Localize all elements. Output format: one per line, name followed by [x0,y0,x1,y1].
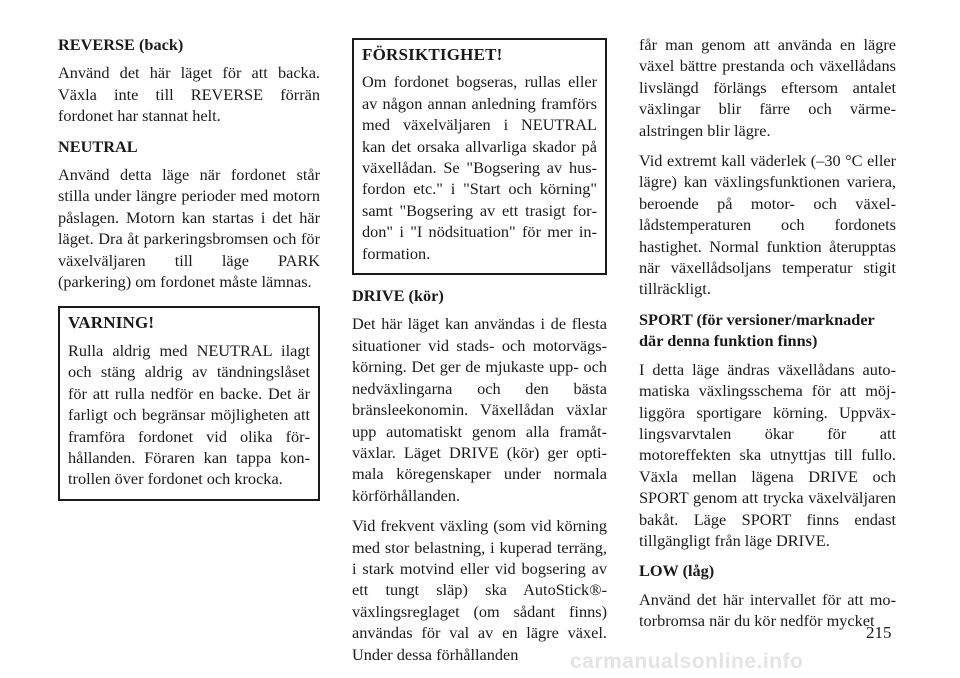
cold-weather-paragraph: Vid extremt kall väderlek (–30 °C eller lägre) kan växlingsfunktionen variera, beroende på motor- och växellådstemperaturen och fordonets hastighet. Normal funktion återupptas när växellådsoljans temperatur stigit tillräckligt. [639,151,896,299]
drive-heading: DRIVE (kör) [352,286,444,306]
reverse-paragraph: Använd det här läget för att backa. Växla inte till REVERSE förrän fordonet har stannat helt. [58,63,320,126]
low-paragraph: Använd det här intervallet för att motorbromsa när du kör nedför mycket [639,589,896,631]
drive-paragraph-2: Vid frekvent växling (som vid körning med stor belastning, i kuperad terräng, i stark motvind eller vid bogsering av ett tungt släp) ska AutoStick®-växlingsreglaget (om sådant finns) användas för val av en lägre växel. Under dessa förhållanden [352,516,607,664]
reverse-heading: REVERSE (back) [58,35,184,54]
column-middle [352,34,607,674]
warning-text: Rulla aldrig med NEUTRAL ilagt och stäng aldrig av tändningslåset för att rulla nedför en backe. Det är farligt och begränsar möjligheten att framföra fordonet vid olika förhållanden. Föraren kan tappa kontrollen över fordonet och krocka. [68,340,310,489]
column-left [58,34,320,501]
column-right [639,34,896,641]
warning-box [58,306,320,500]
caution-box [352,38,607,275]
page-number: 215 [866,623,892,642]
neutral-heading: NEUTRAL [58,136,138,156]
sport-heading: SPORT (för versioner/marknader där denna funktion finns) [639,309,875,351]
watermark: carmanualsonline.info [570,650,804,673]
drive-paragraph-1: Det här läget kan användas i de flesta situationer vid stads- och motorvägskörning. Det ger de mjukaste upp- och nedväxlingarna och den bästa bränsleekonomin. Växellådan växlar upp automatiskt genom alla framåtväxlar. Läget DRIVE (kör) ger optimala köregenskaper under normala körförhållanden. [352,314,607,505]
sport-paragraph: I detta läge ändras växellådans automatiska växlingsschema för att möjliggöra sportigare körning. Uppväxlingsvarvtalen ökar för att motoreffekten ska utnyttjas till fullo. Växla mellan lägena DRIVE och SPORT genom att trycka växelväljaren bakåt. Läge SPORT finns endast tillgängligt från läge DRIVE. [639,359,896,550]
warning-title: VARNING! [68,313,155,333]
continued-paragraph: får man genom att använda en lägre växel bättre prestanda och växellådans livslängd förlängs eftersom antalet växlingar blir färre och värmealstringen blir lägre. [639,35,896,140]
low-heading: LOW (låg) [639,561,715,581]
neutral-paragraph: Använd detta läge när fordonet står stilla under längre perioder med motorn påslagen. Motorn kan startas i det här läget. Dra åt parkeringsbromsen och för växelväljaren till läge PARK (parkering) om fordonet måste lämnas. [58,165,320,292]
caution-title: FÖRSIKTIGHET! [362,45,503,64]
caution-text: Om fordonet bogseras, rullas eller av någon annan anledning framförs med växelväljaren i NEUTRAL kan det orsaka allvarliga skador på växellådan. Se "Bogsering av husfordon etc." i "Start och körning" samt "Bogsering av ett trasigt fordon" i "I nödsituation" för mer information. [362,72,597,263]
